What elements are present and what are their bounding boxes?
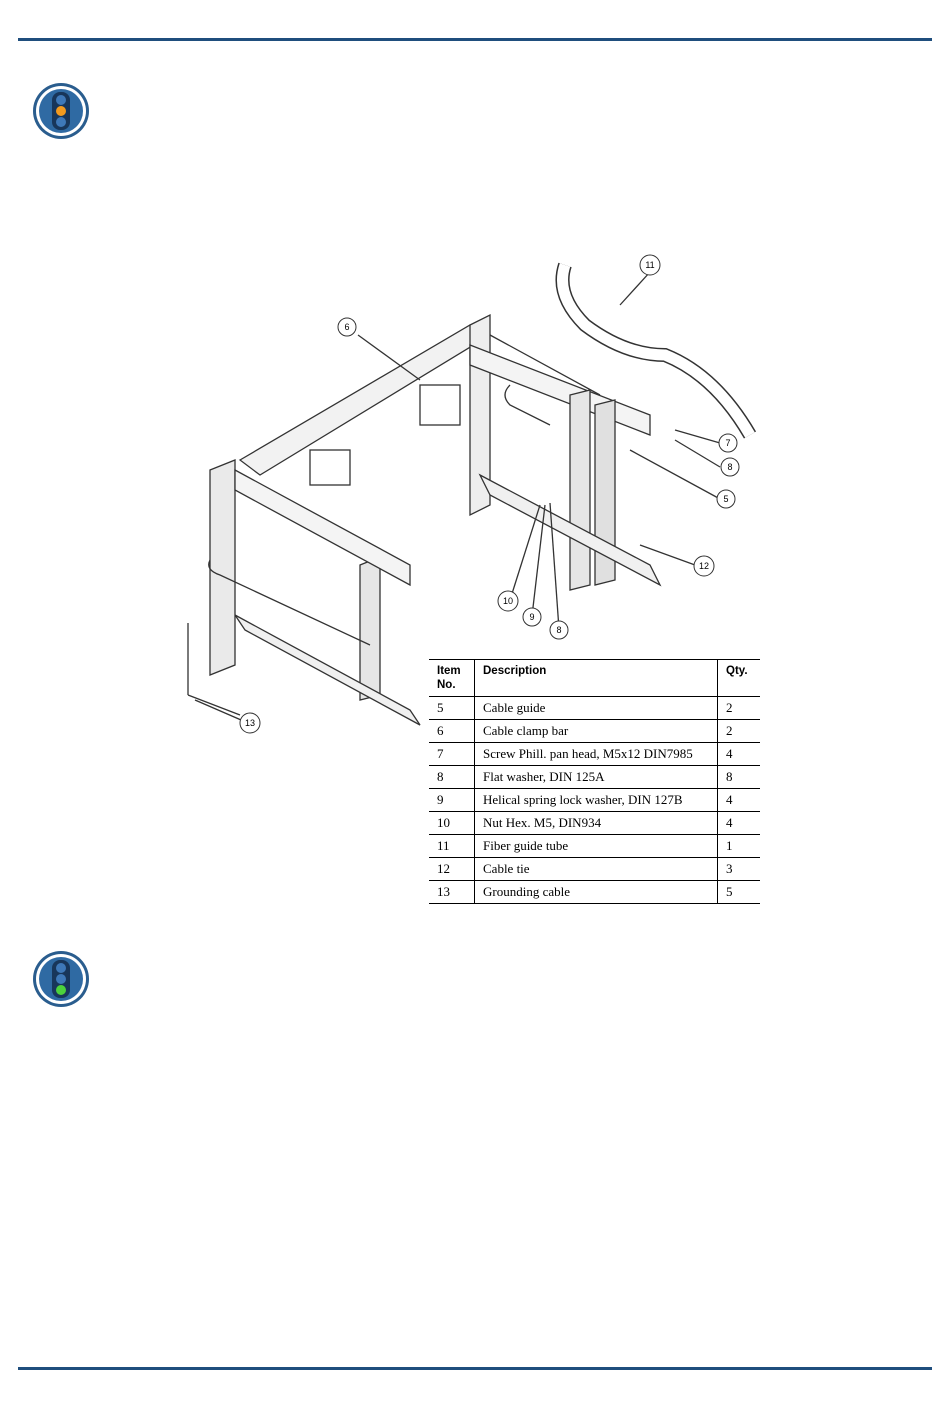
- callout-8a: [721, 458, 739, 476]
- svg-text:11: 11: [645, 260, 655, 270]
- cell-qty: 4: [718, 812, 761, 835]
- cell-description: Flat washer, DIN 125A: [475, 766, 718, 789]
- header-description: Description: [475, 660, 718, 697]
- callout-6: [338, 318, 356, 336]
- traffic-light-green-icon: [32, 950, 90, 1008]
- table-row: [429, 858, 760, 881]
- header-qty: Qty.: [718, 660, 761, 697]
- svg-text:8: 8: [556, 625, 562, 635]
- cell-item: 13: [429, 881, 475, 904]
- cell-qty: 1: [718, 835, 761, 858]
- cell-description: Fiber guide tube: [475, 835, 718, 858]
- header-rule: [18, 38, 932, 41]
- cell-qty: 2: [718, 720, 761, 743]
- cell-description: Screw Phill. pan head, M5x12 DIN7985: [475, 743, 718, 766]
- cell-qty: 3: [718, 858, 761, 881]
- table-row: [429, 720, 760, 743]
- svg-text:13: 13: [244, 718, 256, 728]
- cell-description: Cable guide: [475, 697, 718, 720]
- cell-description: Helical spring lock washer, DIN 127B: [475, 789, 718, 812]
- table-row: [429, 835, 760, 858]
- callout-7: [719, 434, 737, 452]
- table-row: [429, 812, 760, 835]
- cell-qty: 4: [718, 743, 761, 766]
- cell-description: Nut Hex. M5, DIN934: [475, 812, 718, 835]
- cell-item: 9: [429, 789, 475, 812]
- svg-text:7: 7: [725, 438, 731, 448]
- callout-13: [240, 713, 260, 733]
- table-row: [429, 743, 760, 766]
- cell-item: 8: [429, 766, 475, 789]
- parts-table: [429, 659, 760, 904]
- callout-9: [523, 608, 541, 626]
- svg-text:10: 10: [502, 596, 514, 606]
- cell-qty: 2: [718, 697, 761, 720]
- header-item-no: Item No.: [429, 660, 475, 697]
- cell-description: Cable tie: [475, 858, 718, 881]
- table-row: [429, 766, 760, 789]
- table-row: [429, 881, 760, 904]
- callout-12: [694, 556, 714, 576]
- cell-item: 11: [429, 835, 475, 858]
- svg-text:12: 12: [698, 561, 710, 571]
- table-row: [429, 789, 760, 812]
- svg-text:9: 9: [529, 612, 535, 622]
- cell-description: Grounding cable: [475, 881, 718, 904]
- callout-8b: [550, 621, 568, 639]
- cell-item: 6: [429, 720, 475, 743]
- cell-qty: 4: [718, 789, 761, 812]
- cell-description: Cable clamp bar: [475, 720, 718, 743]
- svg-text:6: 6: [344, 322, 350, 332]
- svg-text:8: 8: [727, 462, 733, 472]
- cell-item: 12: [429, 858, 475, 881]
- cell-qty: 5: [718, 881, 761, 904]
- cell-qty: 8: [718, 766, 761, 789]
- callout-5: [717, 490, 735, 508]
- cell-item: 5: [429, 697, 475, 720]
- svg-text:5: 5: [723, 494, 729, 504]
- cell-item: 7: [429, 743, 475, 766]
- footer-rule: [18, 1367, 932, 1370]
- traffic-light-amber-icon: [32, 82, 90, 140]
- cell-item: 10: [429, 812, 475, 835]
- table-row: [429, 697, 760, 720]
- table-header-row: [429, 660, 760, 697]
- callout-11: [640, 255, 660, 275]
- callout-10: [498, 591, 518, 611]
